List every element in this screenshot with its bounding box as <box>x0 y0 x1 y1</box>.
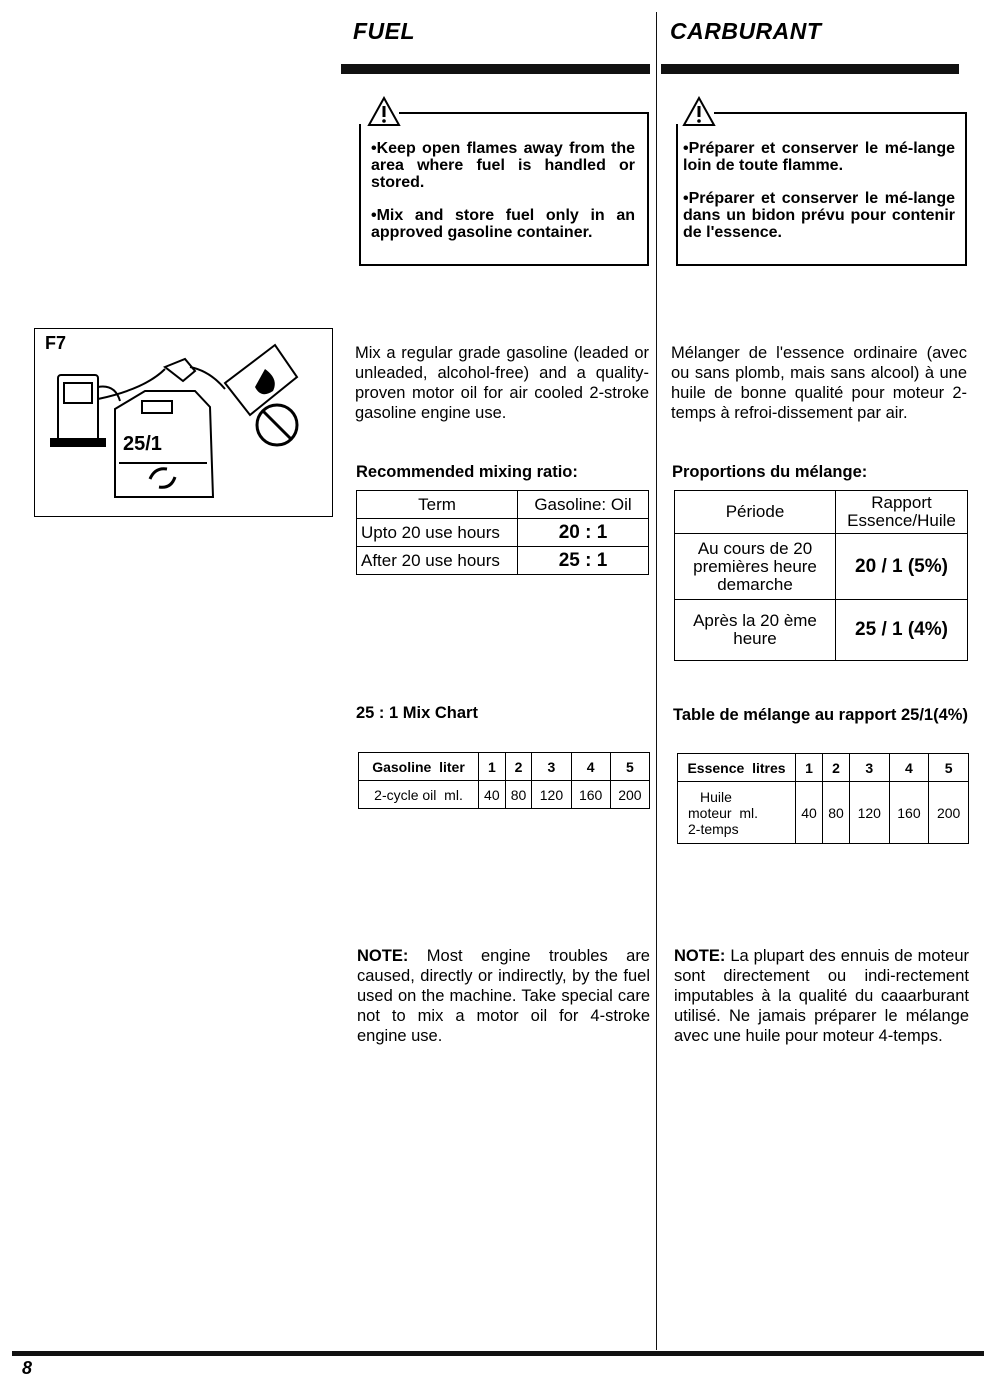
warning-left-line <box>359 124 361 266</box>
note-text: Most engine troubles are caused, directly or indirectly, by the fuel used on the machine. Take special care not to mix a motor oil for 4-stroke engine use. <box>357 947 650 1045</box>
table-cell: 4 <box>571 753 610 781</box>
carburant-intro: Mélanger de l'essence ordinaire (avec ou sans plomb, mais sans alcool) à une huile de bonne qualité pour moteur 2-temps à refroi-dissement par air. <box>671 344 967 422</box>
fuel-intro: Mix a regular grade gasoline (leaded or unleaded, alcohol-free) and a quality-proven motor oil for air cooled 2-stroke gasoline engine use. <box>355 344 649 422</box>
table-cell: 1 <box>796 754 823 782</box>
table-header-cell: Période <box>675 491 836 534</box>
note-label: NOTE: <box>357 947 409 965</box>
table-cell: Upto 20 use hours <box>357 519 518 547</box>
table-header-row <box>357 491 649 519</box>
page-number: 8 <box>22 1358 33 1378</box>
table-cell <box>675 600 836 661</box>
table-cell: 120 <box>849 782 889 844</box>
table-cell: 3 <box>532 753 571 781</box>
table-cell: 2 <box>505 753 532 781</box>
table-cell: 40 <box>479 781 506 809</box>
table-row <box>357 547 649 575</box>
column-divider <box>656 12 657 1350</box>
table-cell: 5 <box>610 753 649 781</box>
table-cell: 1 <box>479 753 506 781</box>
warning-item: •Préparer et conserver le mé-lange loin de toute flamme. <box>683 140 955 174</box>
warning-bottom-line <box>359 264 649 266</box>
table-row <box>675 600 968 661</box>
table-row <box>359 753 650 781</box>
table-header-line: Rapport <box>871 493 932 512</box>
mix-chart-title-fr: Table de mélange au rapport 25/1(4%) <box>673 706 968 724</box>
table-cell: 40 <box>796 782 823 844</box>
table-cell: Essence litres <box>678 754 796 782</box>
table-cell: 80 <box>505 781 532 809</box>
carburant-warning <box>676 94 967 266</box>
warning-icon <box>367 96 401 128</box>
cell-line: Après la 20 ème <box>693 611 817 630</box>
cell-line: demarche <box>717 574 793 594</box>
table-header-cell: Term <box>357 491 518 519</box>
note-label: NOTE: <box>674 947 726 965</box>
proportions-table <box>674 490 968 661</box>
mix-chart-table-fr <box>677 753 969 844</box>
carburant-note <box>674 946 969 1046</box>
table-cell: 20 / 1 (5%) <box>836 534 968 600</box>
table-cell: 160 <box>889 782 929 844</box>
footer-rule <box>12 1351 984 1356</box>
table-cell: 160 <box>571 781 610 809</box>
cell-line: Au cours de 20 <box>697 538 813 558</box>
table-row <box>359 781 650 809</box>
table-cell: 5 <box>929 754 969 782</box>
mixing-ratio-title: Recommended mixing ratio: <box>356 463 578 481</box>
proportions-title: Proportions du mélange: <box>672 463 868 481</box>
table-cell: 2 <box>822 754 849 782</box>
warning-icon <box>682 96 716 128</box>
table-cell: 2-cycle oil ml. <box>359 781 479 809</box>
fuel-warning <box>359 94 649 266</box>
table-cell: 25 / 1 (4%) <box>836 600 968 661</box>
canister-ratio-label: 25/1 <box>123 433 162 455</box>
table-header-line: Essence/Huile <box>847 511 956 530</box>
mixing-ratio-table <box>356 490 649 575</box>
table-cell: 4 <box>889 754 929 782</box>
table-cell: 25 : 1 <box>518 547 649 575</box>
warning-right-line <box>647 112 649 266</box>
table-cell: After 20 use hours <box>357 547 518 575</box>
table-header-cell: Gasoline: Oil <box>518 491 649 519</box>
note-text: La plupart des ennuis de moteur sont directement ou indi-rectement imputables à la qualité du caaarburant utilisé. Ne jamais préparer le mélange avec une huile pour moteur 4-temps. <box>674 947 969 1045</box>
cell-line: moteur ml. <box>688 804 759 821</box>
fuel-heading-rule <box>341 64 650 74</box>
carburant-heading-rule <box>661 64 959 74</box>
figure-f7 <box>34 328 333 517</box>
fuel-heading: FUEL <box>353 18 416 44</box>
mix-chart-table <box>358 752 650 809</box>
fuel-note <box>357 946 650 1046</box>
table-cell: 200 <box>929 782 969 844</box>
table-header-row <box>675 491 968 534</box>
fuel-mixing-illustration <box>35 329 332 516</box>
table-cell: 80 <box>822 782 849 844</box>
warning-right-line <box>965 112 967 266</box>
warning-left-line <box>676 124 678 266</box>
no-flame-icon <box>257 405 297 445</box>
table-cell <box>678 782 796 844</box>
table-row <box>678 754 969 782</box>
table-cell: Gasoline liter <box>359 753 479 781</box>
cell-line: 2-temps <box>688 820 739 837</box>
cell-line: premières heure <box>693 556 817 576</box>
table-cell: 120 <box>532 781 571 809</box>
table-cell: 200 <box>610 781 649 809</box>
table-cell: 3 <box>849 754 889 782</box>
cell-line: Huile <box>700 788 732 805</box>
warning-item: •Préparer et conserver le mé-lange dans un bidon prévu pour contenir de l'essence. <box>683 190 955 241</box>
table-header-cell <box>836 491 968 534</box>
mix-chart-title: 25 : 1 Mix Chart <box>356 704 478 722</box>
warning-top-line <box>399 112 649 114</box>
carburant-heading: CARBURANT <box>670 18 822 44</box>
table-row <box>675 534 968 600</box>
cell-line: heure <box>733 629 777 648</box>
table-row <box>357 519 649 547</box>
warning-bottom-line <box>676 264 967 266</box>
table-cell: 20 : 1 <box>518 519 649 547</box>
figure-label: F7 <box>45 333 67 353</box>
table-row <box>678 782 969 844</box>
table-cell <box>675 534 836 600</box>
fuel-pump-icon <box>51 375 120 446</box>
warning-top-line <box>714 112 967 114</box>
warning-item: •Mix and store fuel only in an approved gasoline container. <box>371 207 635 241</box>
warning-item: •Keep open flames away from the area where fuel is handled or stored. <box>371 140 635 191</box>
